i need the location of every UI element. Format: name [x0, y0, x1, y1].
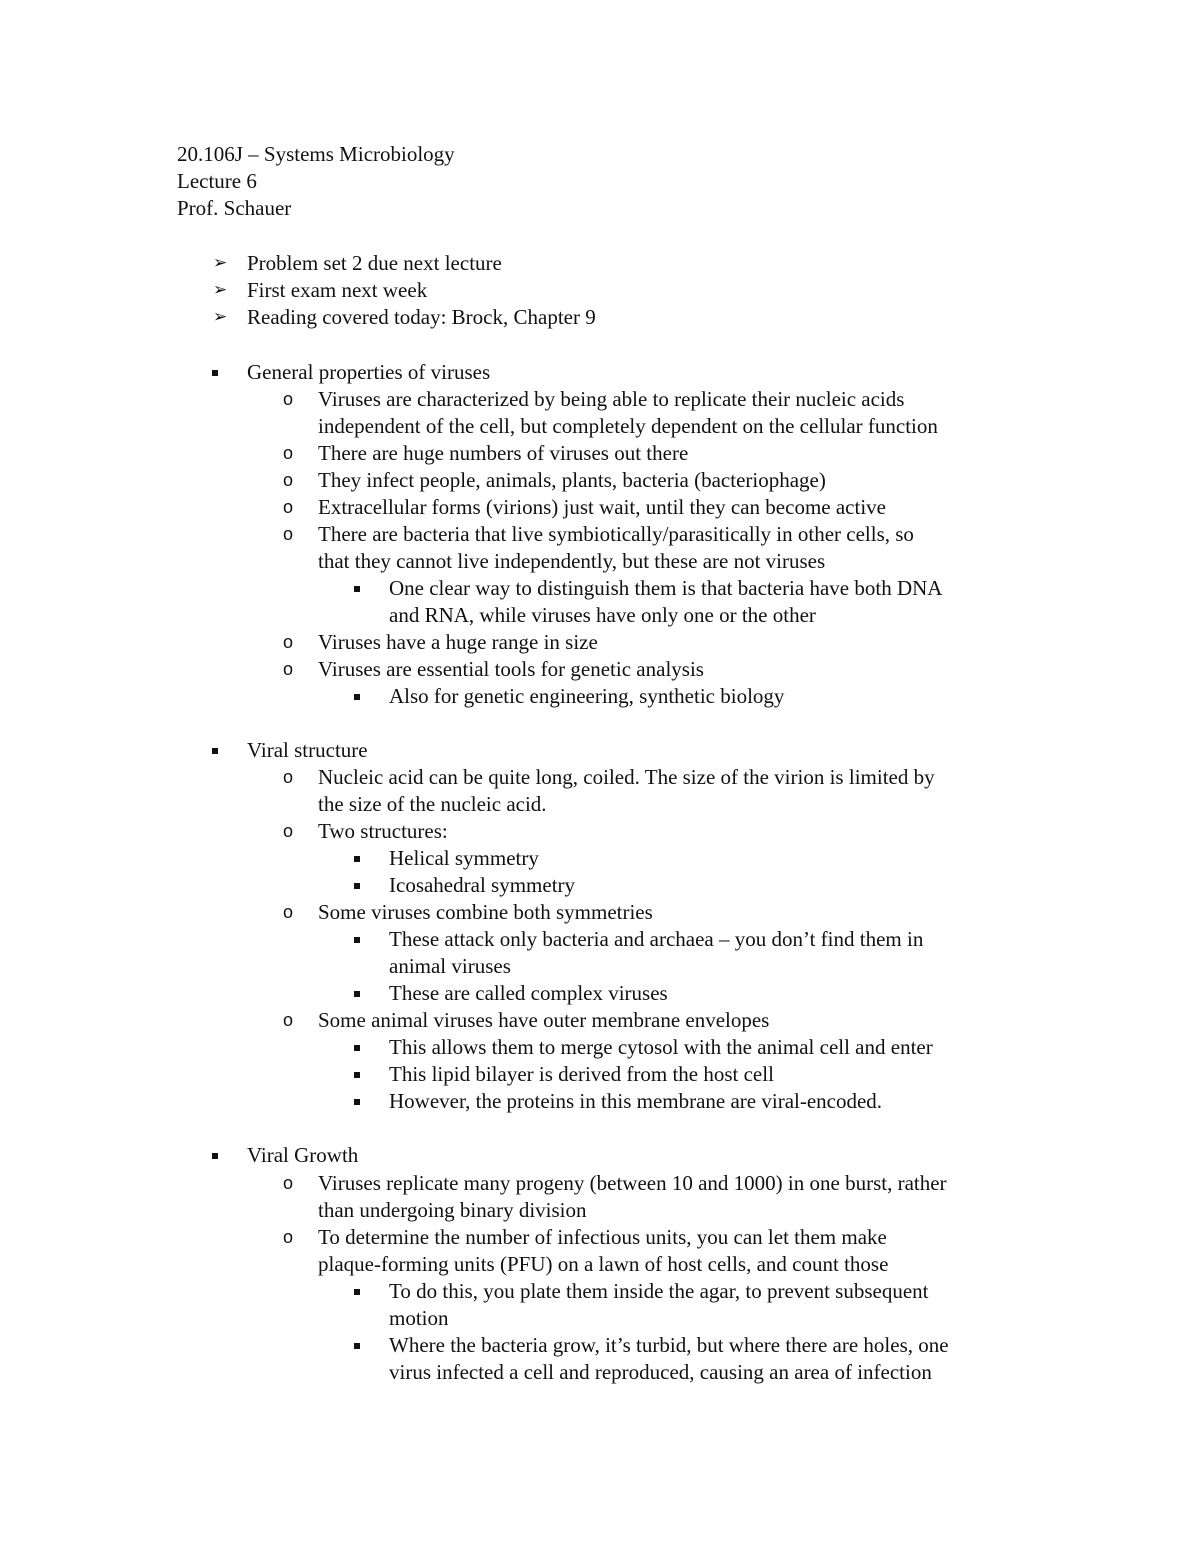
circle-bullet-icon: o	[283, 443, 294, 463]
square-bullet-icon	[354, 1332, 360, 1359]
square-bullet-icon	[354, 845, 360, 872]
square-bullet-icon	[354, 926, 360, 953]
circle-bullet-icon: o	[283, 497, 294, 517]
square-bullet-icon	[354, 1061, 360, 1088]
square-bullet-icon	[354, 1278, 360, 1305]
square-bullet-icon	[354, 683, 360, 710]
document-header	[177, 141, 455, 222]
square-bullet-icon	[212, 737, 218, 764]
square-bullet-icon	[354, 872, 360, 899]
circle-bullet-icon: o	[283, 902, 294, 922]
professor-name: Prof. Schauer	[177, 196, 292, 220]
document-page: 20.106J – Systems Microbiology Lecture 6 Prof. Schauer ➢ Problem set 2 due next lecture ➢ First exam next week ➢ Reading covered today: Brock, Chapter 9 General properties of viruses o Viruses are characterized by being able to replicate their nucleic acids independent of the cell, but completely dependent on the cellular function o There are huge numbers of viruses out there o They infect people, animals, plants, bacteria (bacteriophage) o Extracellular forms (virions) just wait, until they can become active o There are bacteria that live symbiotically/parasitically in other cells, so that they cannot live independently, but these are not viruses One clear way to distinguish them is that bacteria have both DNA and RNA, while viruses have only one or the other o Viruses have a huge range in size o Viruses are essential tools for genetic analysis Also for genetic engineering, synthetic biology Viral structure o Nucleic acid can be quite long, coiled. The size of the virion is limited by the size of the nucleic acid. o Two structures: Helical symmetry Icosahedral symmetry o Some viruses combine both symmetries These attack only bacteria and archaea – you don’t find them in animal viruses These are called complex viruses o Some animal viruses have outer membrane envelopes This allows them to merge cytosol with the animal cell and enter This lipid bilayer is derived from the host cell However, the proteins in this membrane are viral-encoded. Viral Growth o Viruses replicate many progeny (between 10 and 1000) in one burst, rather than undergoing binary division o To determine the number of infectious units, you can let them make plaque-forming units (PFU) on a lawn of host cells, and count those To do this, you plate them inside the agar, to prevent subsequent motion Where the bacteria grow, it’s turbid, but where there are holes, one virus infected a cell and reproduced, causing an area of infection	[177, 142, 949, 1384]
arrow-bullet-icon: ➢	[213, 253, 228, 273]
circle-bullet-icon: o	[283, 821, 294, 841]
square-bullet-icon	[212, 1142, 218, 1169]
circle-bullet-icon: o	[283, 1227, 294, 1247]
course-title: 20.106J – Systems Microbiology	[177, 142, 455, 166]
circle-bullet-icon: o	[283, 470, 294, 490]
square-bullet-icon	[212, 359, 218, 386]
circle-bullet-icon: o	[283, 524, 294, 544]
circle-bullet-icon: o	[283, 632, 294, 652]
square-bullet-icon	[354, 980, 360, 1007]
circle-bullet-icon: o	[283, 659, 294, 679]
circle-bullet-icon: o	[283, 1173, 294, 1193]
square-bullet-icon	[354, 1034, 360, 1061]
square-bullet-icon	[354, 1088, 360, 1115]
lecture-number: Lecture 6	[177, 169, 257, 193]
circle-bullet-icon: o	[283, 1010, 294, 1030]
circle-bullet-icon: o	[283, 389, 294, 409]
arrow-bullet-icon: ➢	[213, 307, 228, 327]
square-bullet-icon	[354, 575, 360, 602]
arrow-bullet-icon: ➢	[213, 280, 228, 300]
circle-bullet-icon: o	[283, 767, 294, 787]
